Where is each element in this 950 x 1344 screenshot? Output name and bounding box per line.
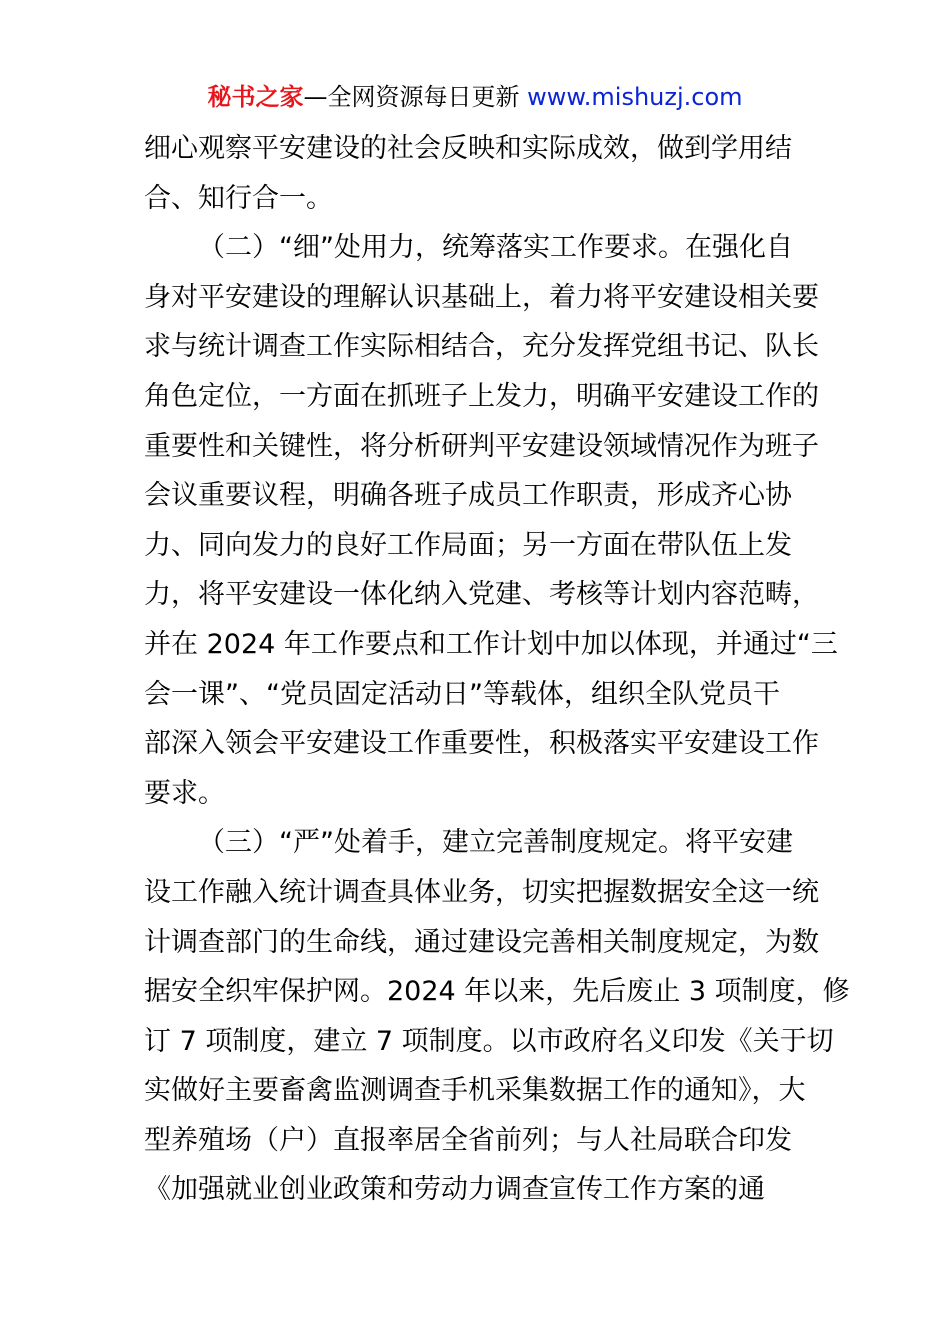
text-line: 会议重要议程，明确各班子成员工作职责，形成齐心协 xyxy=(144,480,792,512)
document-body xyxy=(144,124,850,1215)
header-dash: — xyxy=(303,83,328,111)
text-line: 会一课”、“党员固定活动日”等载体，组织全队党员干 xyxy=(144,678,780,710)
text-line: 《加强就业创业政策和劳动力调查宣传工作方案的通 xyxy=(144,1174,765,1206)
text-line: 力，将平安建设一体化纳入党建、考核等计划内容范畴， xyxy=(144,579,819,611)
text-line: 力、同向发力的良好工作局面；另一方面在带队伍上发 xyxy=(144,529,792,561)
text-line: 据安全织牢保护网。2024 年以来，先后废止 3 项制度，修 xyxy=(144,976,850,1008)
text-line: 求与统计调查工作实际相结合，充分发挥党组书记、队长 xyxy=(144,331,819,363)
text-line: 订 7 项制度，建立 7 项制度。以市政府名义印发《关于切 xyxy=(144,1025,834,1057)
section-heading-line: （二）“细”处用力，统筹落实工作要求。在强化自 xyxy=(198,232,793,264)
text-line: 设工作融入统计调查具体业务，切实把握数据安全这一统 xyxy=(144,876,819,908)
text-line: 要求。 xyxy=(144,777,225,809)
text-line: 角色定位，一方面在抓班子上发力，明确平安建设工作的 xyxy=(144,380,819,412)
text-line: 计调查部门的生命线，通过建设完善相关制度规定，为数 xyxy=(144,926,819,958)
site-brand: 秘书之家 xyxy=(207,83,304,111)
text-line: 部深入领会平安建设工作重要性，积极落实平安建设工作 xyxy=(144,728,819,760)
text-line: 身对平安建设的理解认识基础上，着力将平安建设相关要 xyxy=(144,281,819,313)
text-line: 合、知行合一。 xyxy=(144,182,333,214)
site-url-link[interactable]: www.mishuzj.com xyxy=(527,83,743,111)
text-line: 并在 2024 年工作要点和工作计划中加以体现，并通过“三 xyxy=(144,628,838,660)
site-tagline: 全网资源每日更新 xyxy=(327,83,520,111)
text-line: 细心观察平安建设的社会反映和实际成效，做到学用结 xyxy=(144,133,792,164)
text-line: 重要性和关键性，将分析研判平安建设领域情况作为班子 xyxy=(144,430,819,462)
site-header xyxy=(0,80,950,114)
text-line: 实做好主要畜禽监测调查手机采集数据工作的通知》，大 xyxy=(144,1075,806,1107)
section-heading-line: （三）“严”处着手，建立完善制度规定。将平安建 xyxy=(198,827,793,859)
text-line: 型养殖场（户）直报率居全省前列；与人社局联合印发 xyxy=(144,1124,792,1156)
